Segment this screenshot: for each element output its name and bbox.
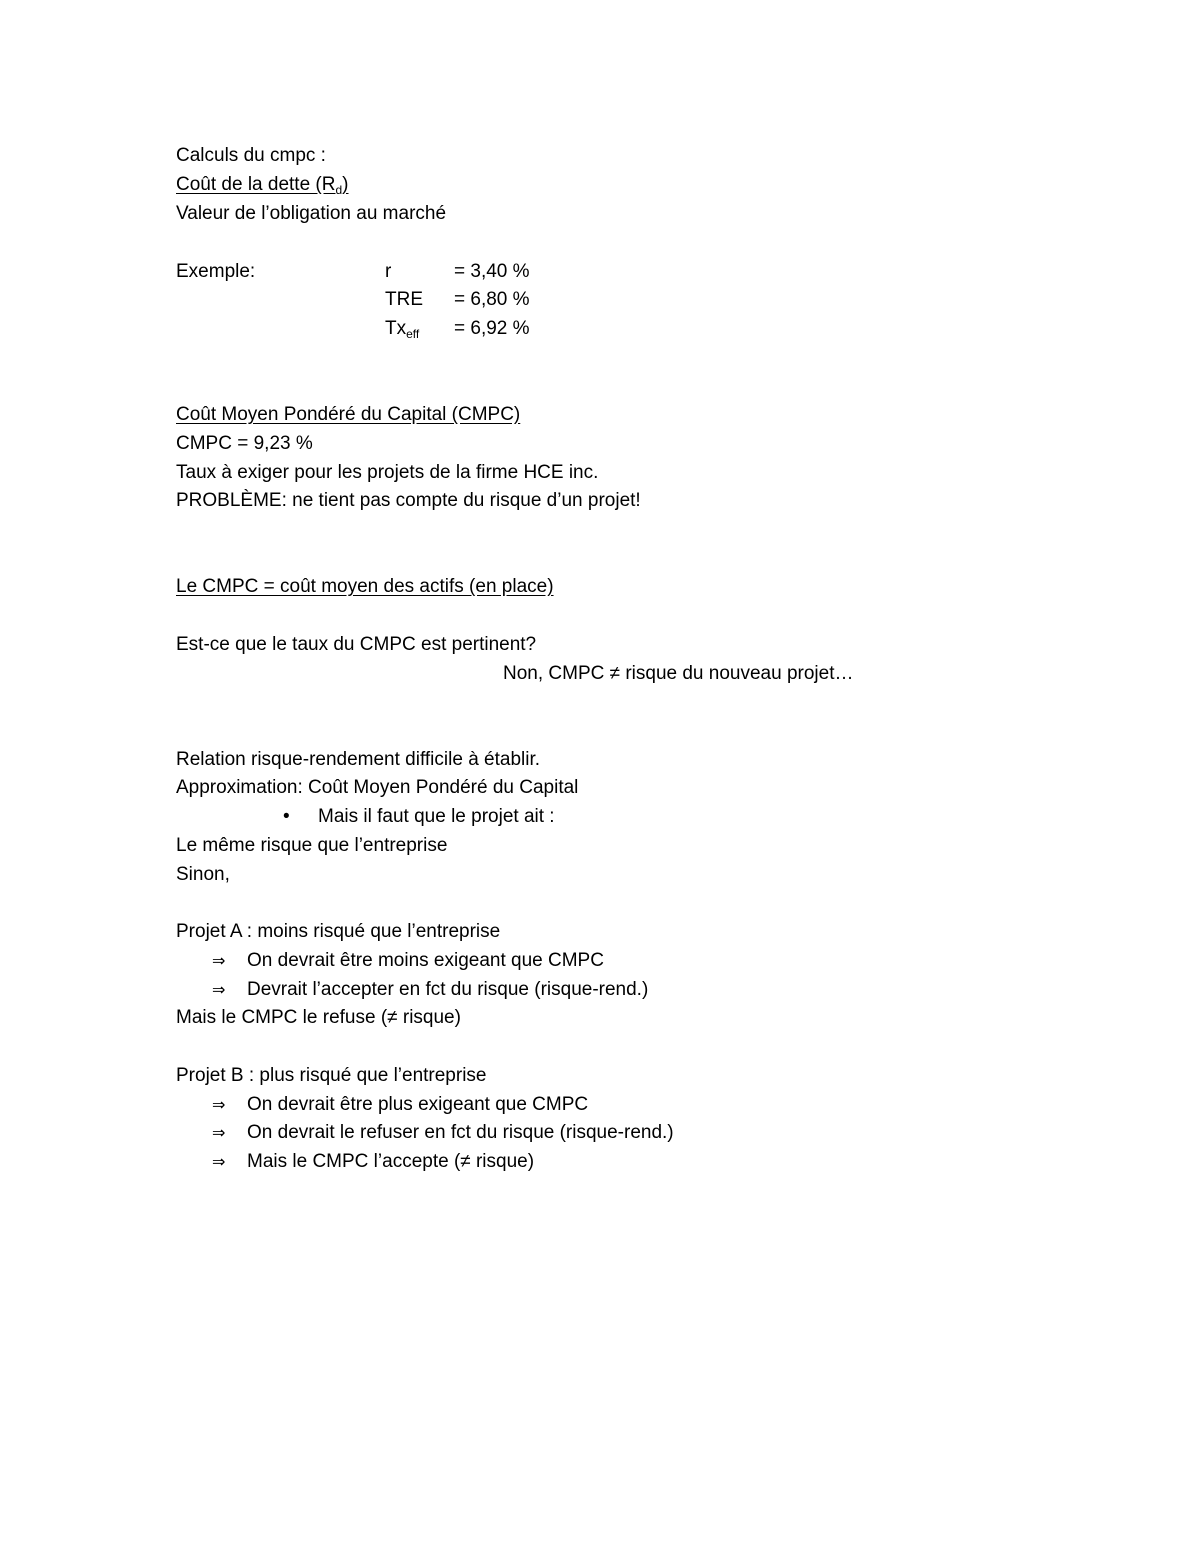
- example-val-txeff: = 6,92 %: [454, 318, 530, 339]
- document-title: Calculs du cmpc :: [176, 145, 326, 166]
- example-var-txeff: [385, 317, 419, 346]
- project-b-item: On devrait être plus exigeant que CMPC: [247, 1094, 589, 1115]
- project-b-heading: Projet B : plus risqué que l’entreprise: [176, 1065, 487, 1086]
- project-a-item: Devrait l’accepter en fct du risque (risque-rend.): [247, 979, 649, 1000]
- debt-cost-heading-close: ): [342, 174, 349, 195]
- otherwise-line: Sinon,: [176, 864, 230, 885]
- same-risk-line: Le même risque que l’entreprise: [176, 835, 448, 856]
- debt-cost-heading-text: Coût de la dette (R: [176, 174, 336, 195]
- cmpc-heading: Coût Moyen Pondéré du Capital (CMPC): [176, 404, 521, 425]
- debt-cost-heading-subscript: d: [335, 183, 343, 197]
- example-var-r: r: [385, 261, 392, 282]
- example-var-txeff-base: Tx: [385, 318, 407, 339]
- implies-arrow-icon: ⇒: [212, 1152, 226, 1171]
- bond-value-line: Valeur de l’obligation au marché: [176, 203, 447, 224]
- relation-line: Relation risque-rendement difficile à établir.: [176, 749, 541, 770]
- debt-cost-heading: [176, 173, 349, 197]
- implies-arrow-icon: ⇒: [212, 1123, 226, 1142]
- implies-arrow-icon: ⇒: [212, 980, 226, 999]
- cmpc-rate-line: Taux à exiger pour les projets de la firme HCE inc.: [176, 462, 599, 483]
- project-b-item: On devrait le refuser en fct du risque (risque-rend.): [247, 1122, 674, 1143]
- project-a-item: On devrait être moins exigeant que CMPC: [247, 950, 604, 971]
- pertinence-question: Est-ce que le taux du CMPC est pertinent?: [176, 634, 537, 655]
- bullet-text: Mais il faut que le projet ait :: [318, 806, 555, 827]
- example-var-tre: TRE: [385, 289, 423, 310]
- implies-arrow-icon: ⇒: [212, 951, 226, 970]
- pertinence-answer: Non, CMPC ≠ risque du nouveau projet…: [503, 663, 854, 684]
- cmpc-assets-heading: Le CMPC = coût moyen des actifs (en place): [176, 576, 554, 597]
- project-b-item: Mais le CMPC l’accepte (≠ risque): [247, 1151, 535, 1172]
- implies-arrow-icon: ⇒: [212, 1095, 226, 1114]
- example-val-tre: = 6,80 %: [454, 289, 530, 310]
- problem-line: PROBLÈME: ne tient pas compte du risque d’un projet!: [176, 490, 641, 511]
- example-label: Exemple:: [176, 261, 256, 282]
- bullet-icon: •: [283, 806, 290, 827]
- approximation-line: Approximation: Coût Moyen Pondéré du Capital: [176, 777, 579, 798]
- example-var-txeff-subscript: eff: [406, 327, 420, 341]
- cmpc-value: CMPC = 9,23 %: [176, 433, 313, 454]
- project-a-heading: Projet A : moins risqué que l’entreprise: [176, 921, 501, 942]
- example-val-r: = 3,40 %: [454, 261, 530, 282]
- project-a-conclusion: Mais le CMPC le refuse (≠ risque): [176, 1007, 461, 1028]
